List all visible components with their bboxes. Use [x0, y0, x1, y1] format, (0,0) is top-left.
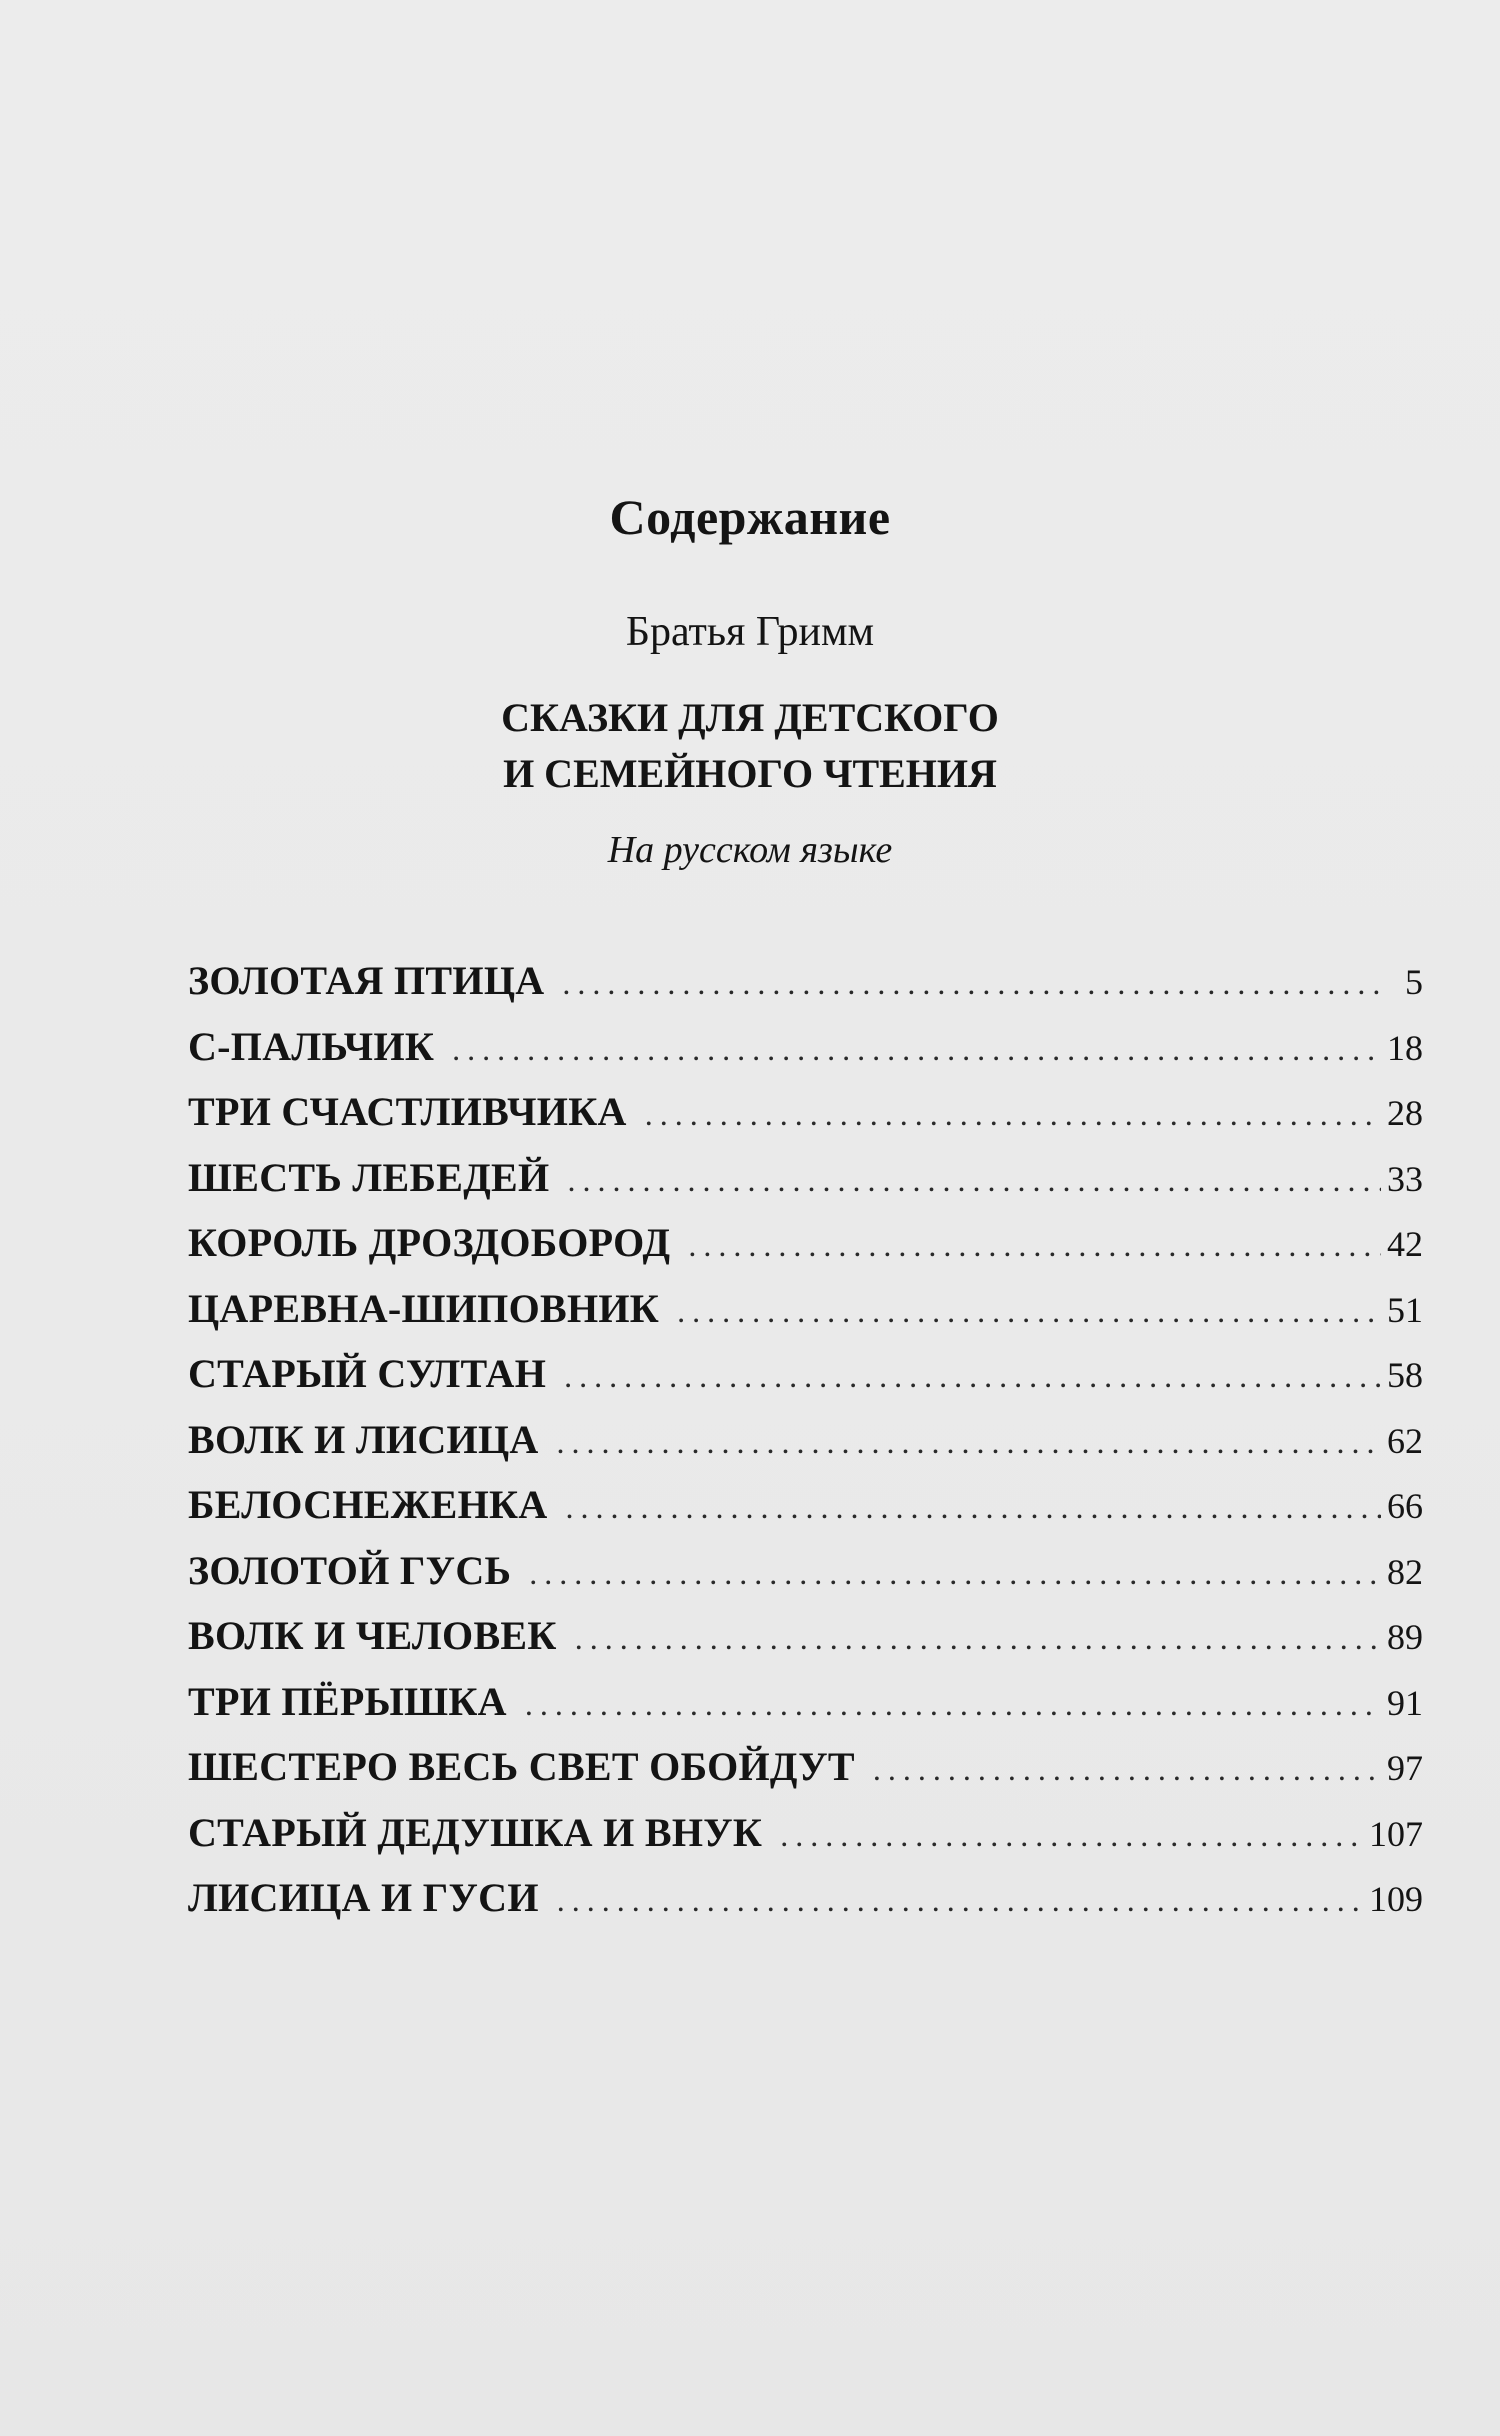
- toc-leader-dots: [567, 1148, 1381, 1211]
- toc-leader-dots: [557, 1868, 1363, 1931]
- toc-entry: [188, 1407, 1423, 1473]
- toc-entry: [188, 1865, 1423, 1931]
- toc-entry: [188, 1341, 1423, 1407]
- toc-entry-title: ЛИСИЦА И ГУСИ: [188, 1875, 539, 1920]
- toc-entry-page: 28: [1387, 1093, 1423, 1133]
- toc-entry: [188, 1145, 1423, 1211]
- toc-entry-page: 51: [1387, 1289, 1423, 1330]
- toc-entry-title: ЗОЛОТАЯ ПТИЦА: [188, 958, 545, 1003]
- toc-entry-page: 5: [1405, 962, 1423, 1002]
- toc-entry-page: 66: [1387, 1486, 1423, 1526]
- toc-entry-page: 82: [1387, 1551, 1423, 1592]
- toc-entry-title: С-ПАЛЬЧИК: [188, 1023, 435, 1069]
- toc-entry-title: ШЕСТЕРО ВЕСЬ СВЕТ ОБОЙДУТ: [188, 1744, 855, 1789]
- toc-entry-title: СТАРЫЙ СУЛТАН: [188, 1351, 547, 1396]
- toc-entry-page: 42: [1387, 1224, 1423, 1264]
- book-title-line-2: И СЕМЕЙНОГО ЧТЕНИЯ: [503, 751, 997, 796]
- toc-leader-dots: [575, 1606, 1381, 1669]
- toc-leader-dots: [525, 1672, 1381, 1735]
- toc-entry-title: СТАРЫЙ ДЕДУШКА И ВНУК: [188, 1809, 763, 1855]
- toc-entry-page: 18: [1387, 1027, 1423, 1068]
- toc-entry: [188, 948, 1423, 1014]
- toc-leader-dots: [557, 1410, 1381, 1473]
- toc-entry: [188, 1669, 1423, 1735]
- toc-leader-dots: [529, 1541, 1381, 1604]
- toc-entry-page: 91: [1387, 1682, 1423, 1723]
- toc-entry: [188, 1538, 1423, 1604]
- toc-entry: [188, 1276, 1423, 1342]
- toc-leader-dots: [452, 1017, 1381, 1080]
- toc-leader-dots: [564, 1344, 1381, 1407]
- toc-entry-page: 62: [1387, 1420, 1423, 1461]
- author-name: Братья Гримм: [625, 609, 875, 655]
- toc-entry-title: ВОЛК И ЧЕЛОВЕК: [188, 1613, 557, 1658]
- book-title-line-1: СКАЗКИ ДЛЯ ДЕТСКОГО: [501, 695, 999, 740]
- toc-entry-title: ШЕСТЬ ЛЕБЕДЕЙ: [188, 1154, 550, 1200]
- toc-entry-page: 89: [1387, 1617, 1423, 1657]
- toc-entry-title: БЕЛОСНЕЖЕНКА: [188, 1482, 548, 1527]
- toc-entry-title: ТРИ СЧАСТЛИВЧИКА: [188, 1089, 627, 1134]
- toc-leader-dots: [562, 951, 1387, 1014]
- toc-entry: [188, 1734, 1423, 1800]
- page-title: Содержание: [609, 489, 891, 545]
- toc-entry-title: ВОЛК И ЛИСИЦА: [188, 1416, 539, 1462]
- toc-leader-dots: [645, 1082, 1381, 1145]
- toc-entry-title: ЗОЛОТОЙ ГУСЬ: [188, 1547, 512, 1593]
- language-note: На русском языке: [607, 829, 893, 871]
- toc-entry-page: 107: [1369, 1813, 1423, 1854]
- toc-entry-page: 97: [1387, 1748, 1423, 1788]
- toc-entry-title: КОРОЛЬ ДРОЗДОБОРОД: [188, 1220, 671, 1265]
- toc-leader-dots: [566, 1475, 1381, 1538]
- table-of-contents: [188, 948, 1423, 1931]
- toc-entry-page: 58: [1387, 1355, 1423, 1395]
- toc-entry: [188, 1603, 1423, 1669]
- toc-entry: [188, 1210, 1423, 1276]
- toc-leader-dots: [873, 1737, 1381, 1800]
- toc-leader-dots: [677, 1279, 1381, 1342]
- toc-entry-page: 109: [1369, 1879, 1423, 1919]
- toc-entry-page: 33: [1387, 1158, 1423, 1199]
- book-title: [0, 690, 1500, 802]
- toc-entry: [188, 1014, 1423, 1080]
- toc-leader-dots: [780, 1803, 1363, 1866]
- toc-leader-dots: [688, 1213, 1381, 1276]
- toc-entry-title: ТРИ ПЁРЫШКА: [188, 1678, 507, 1724]
- toc-entry-title: ЦАРЕВНА-ШИПОВНИК: [188, 1285, 660, 1331]
- toc-entry: [188, 1472, 1423, 1538]
- toc-entry: [188, 1079, 1423, 1145]
- toc-entry: [188, 1800, 1423, 1866]
